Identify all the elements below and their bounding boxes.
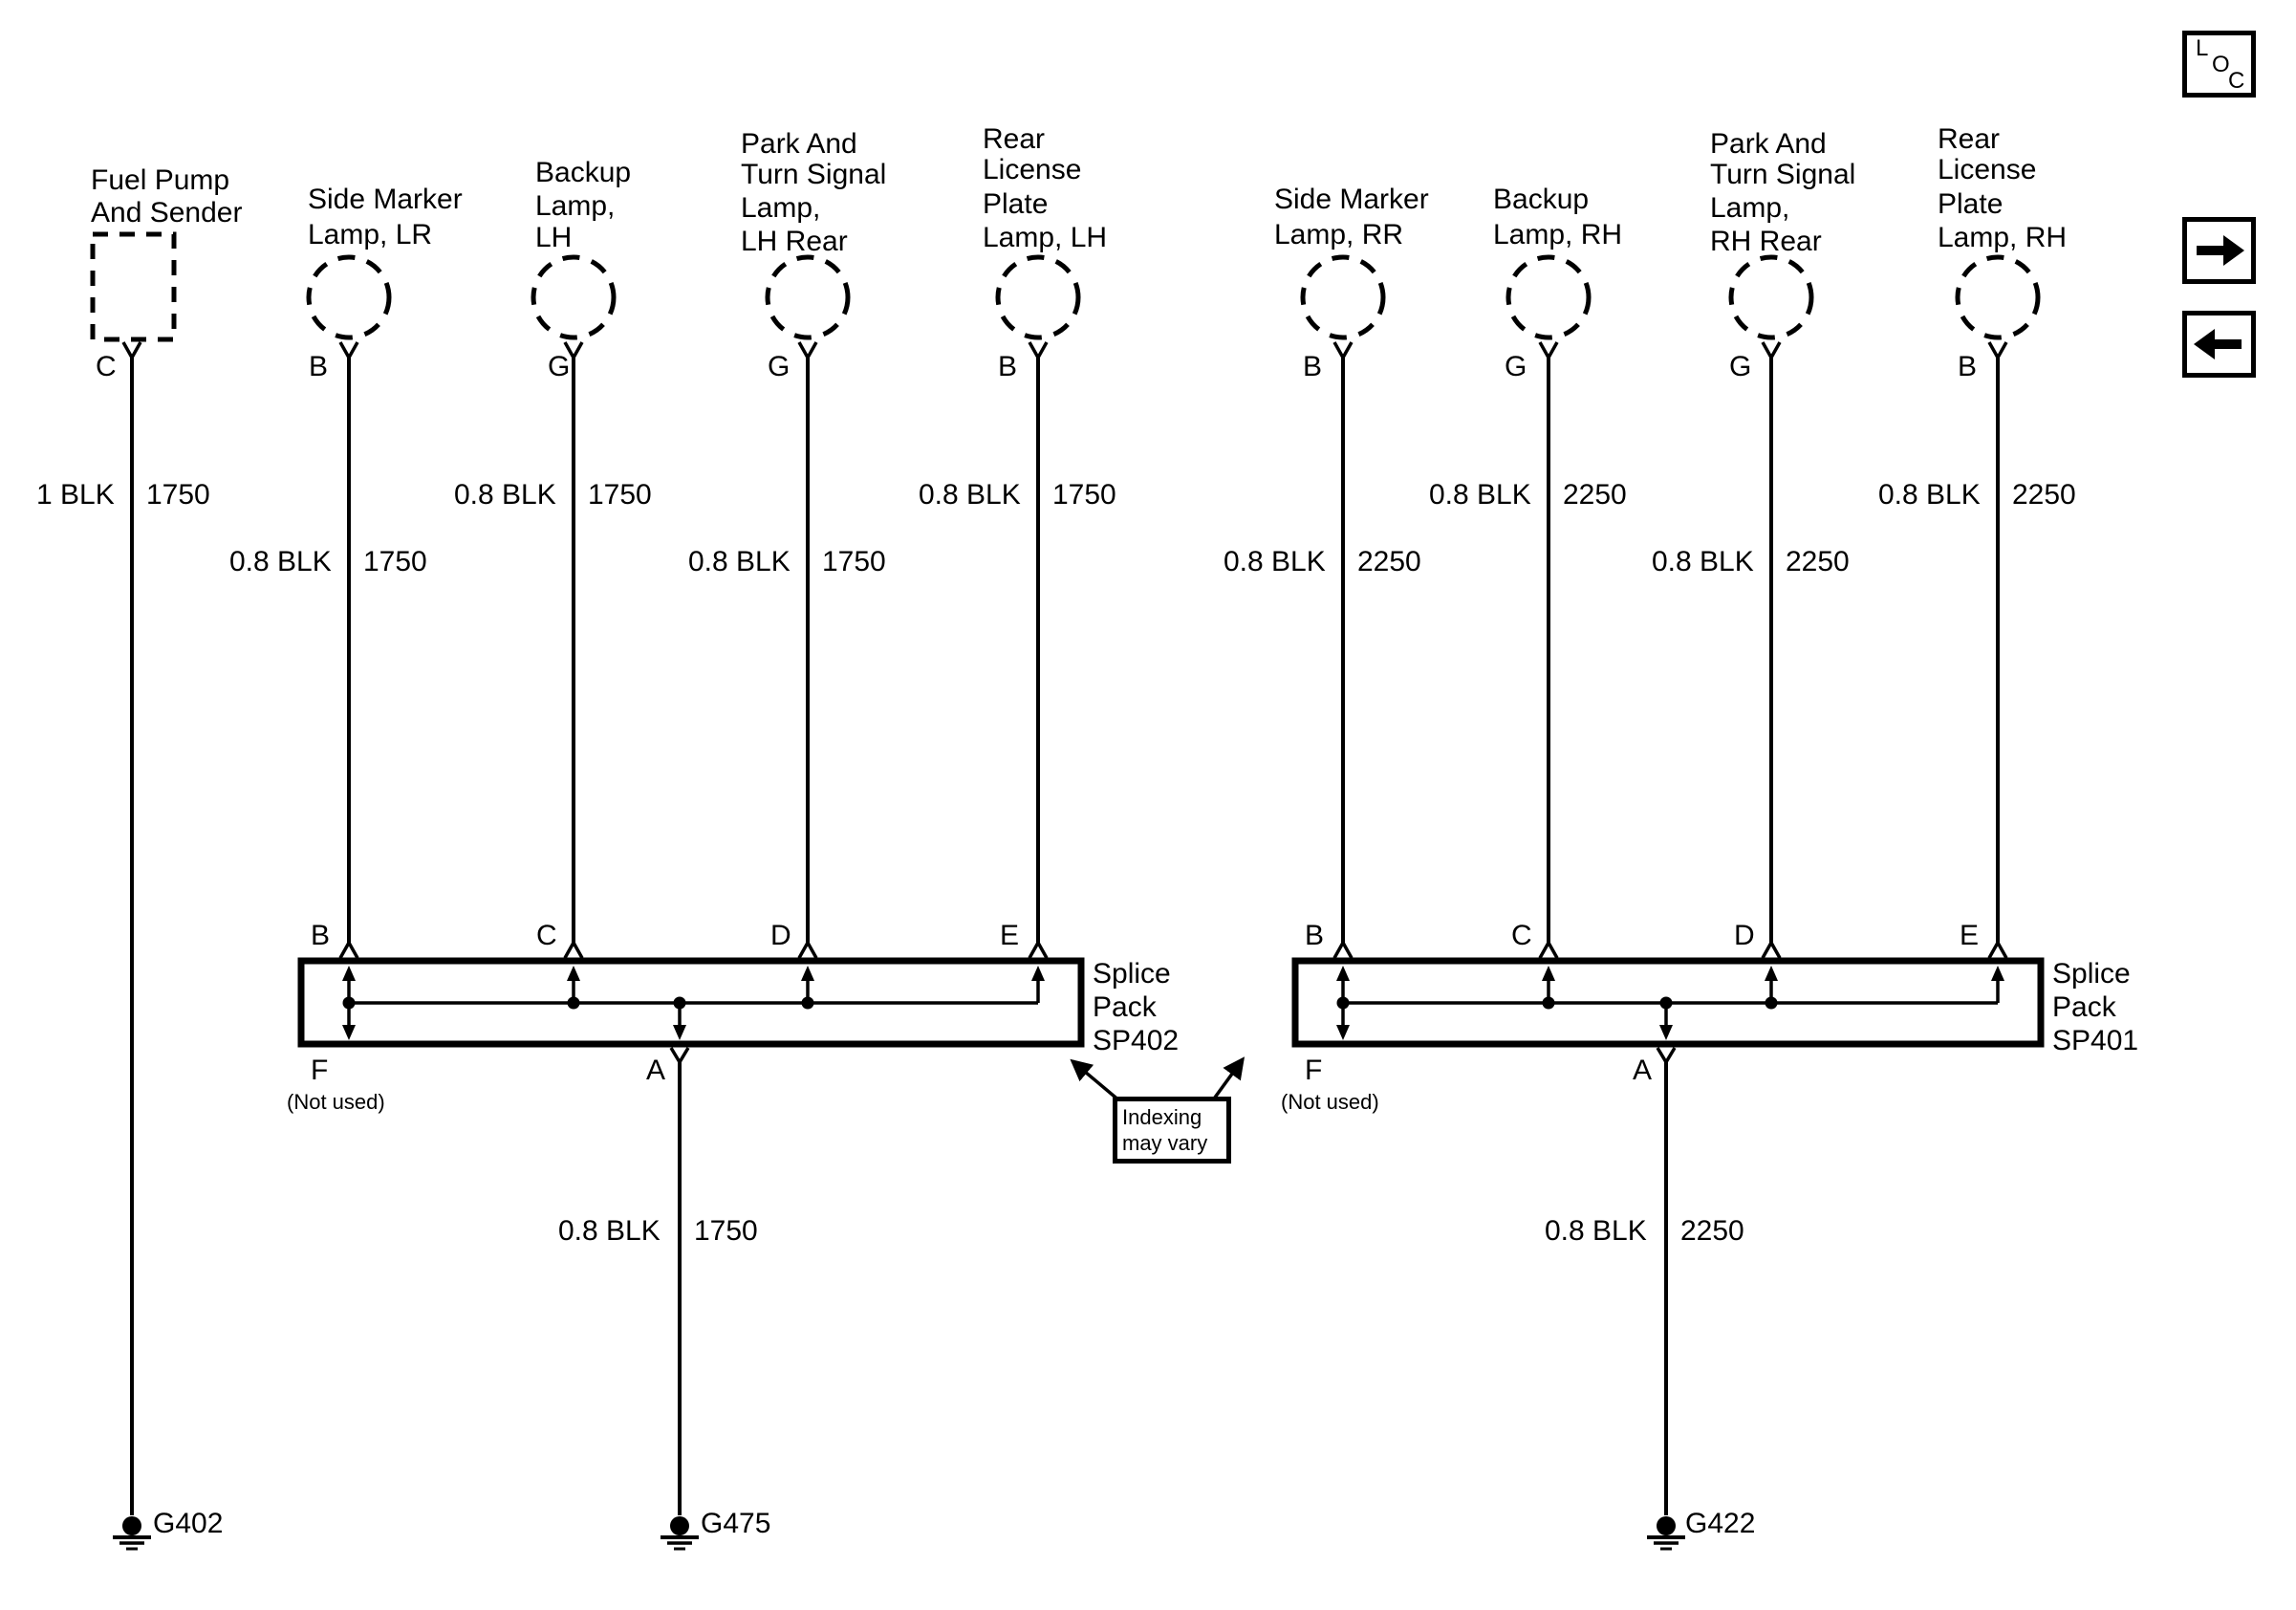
side-marker-rr-label: Lamp, RR <box>1274 219 1404 250</box>
backup-rh-lamp-symbol <box>1508 257 1589 337</box>
wire-label-gauge: 1 BLK <box>36 479 115 511</box>
backup-rh-pin: G <box>1505 351 1527 382</box>
ground-symbol-g475 <box>661 1516 699 1549</box>
sp401-pin-d: D <box>1734 920 1755 951</box>
ground-label-g422: G422 <box>1685 1508 1756 1539</box>
indexing-note-line: Indexing <box>1122 1105 1202 1129</box>
license-rh-label: License <box>1938 154 2037 185</box>
license-rh-lamp-symbol <box>1958 257 2038 337</box>
license-rh-label: Plate <box>1938 188 2004 220</box>
sp401-pin-a: A <box>1633 1055 1653 1086</box>
wire-label-circuit: 1750 <box>694 1215 758 1247</box>
fuel-pump-label: Fuel Pump <box>91 164 230 196</box>
park-turn-rh-label: Park And <box>1710 128 1827 160</box>
park-turn-lh-label: Park And <box>741 128 857 160</box>
sp401-pin-b: B <box>1305 920 1325 951</box>
sp401-pin-f-note: (Not used) <box>1281 1090 1379 1114</box>
park-turn-rh-label: RH Rear <box>1710 226 1822 257</box>
arrow-right-icon <box>2187 222 2251 279</box>
wire-label-circuit: 2250 <box>1680 1215 1744 1247</box>
sp401-pin-f: F <box>1305 1055 1323 1086</box>
loc-letter: L <box>2196 35 2209 61</box>
license-rh-label: Rear <box>1938 123 2001 155</box>
wire-label-gauge: 0.8 BLK <box>688 546 791 577</box>
indexing-note-box <box>1113 1097 1231 1164</box>
wire-label-circuit: 2250 <box>1786 546 1850 577</box>
backup-lh-label: Backup <box>535 157 632 188</box>
sp402-name: Splice <box>1093 958 1171 990</box>
wire-label-circuit: 1750 <box>146 479 210 511</box>
wire-label-gauge: 0.8 BLK <box>229 546 332 577</box>
next-page-button[interactable] <box>2182 217 2256 284</box>
ground-label-g475: G475 <box>701 1508 771 1539</box>
fuel-pump-label: And Sender <box>91 197 243 228</box>
wire-label-gauge: 0.8 BLK <box>1878 479 1981 511</box>
backup-lh-label: LH <box>535 222 573 253</box>
sp402-internal-bus <box>349 975 1038 1031</box>
ground-symbol-g422 <box>1647 1516 1685 1549</box>
connector-forks-top <box>123 342 2006 358</box>
sp401-name: Splice <box>2052 958 2131 990</box>
park-turn-lh-lamp-symbol <box>768 257 848 337</box>
license-lh-label: Lamp, LH <box>983 222 1108 253</box>
sp402-pin-f: F <box>311 1055 329 1086</box>
sp401-pin-c: C <box>1511 920 1532 951</box>
fuel-pump-pin: C <box>96 351 117 382</box>
license-rh-pin: B <box>1958 351 1978 382</box>
park-turn-rh-pin: G <box>1729 351 1752 382</box>
license-lh-pin: B <box>998 351 1018 382</box>
sp402-pin-f-note: (Not used) <box>287 1090 385 1114</box>
wire-label-circuit: 1750 <box>1052 479 1116 511</box>
loc-button[interactable] <box>2182 31 2256 98</box>
wire-label-circuit: 1750 <box>363 546 427 577</box>
wire-label-circuit: 1750 <box>588 479 652 511</box>
side-marker-lr-label: Side Marker <box>308 184 463 215</box>
indexing-note-line: may vary <box>1122 1131 1208 1155</box>
backup-lh-lamp-symbol <box>533 257 614 337</box>
wire-label-gauge: 0.8 BLK <box>1224 546 1326 577</box>
backup-lh-label: Lamp, <box>535 190 616 222</box>
wire-label-gauge: 0.8 BLK <box>1545 1215 1647 1247</box>
sp401-name: SP401 <box>2052 1025 2139 1056</box>
loc-letter: C <box>2228 68 2245 94</box>
license-lh-label: Plate <box>983 188 1049 220</box>
wire-label-circuit: 2250 <box>1563 479 1627 511</box>
sp402-pin-c: C <box>536 920 557 951</box>
sp402-pin-b: B <box>311 920 331 951</box>
park-turn-lh-pin: G <box>768 351 791 382</box>
side-marker-rr-pin: B <box>1303 351 1323 382</box>
side-marker-rr-label: Side Marker <box>1274 184 1429 215</box>
park-turn-rh-label: Lamp, <box>1710 192 1790 224</box>
loc-letter: O <box>2212 52 2230 77</box>
park-turn-rh-label: Turn Signal <box>1710 159 1856 190</box>
callout-arrows <box>1072 1059 1243 1101</box>
park-turn-rh-lamp-symbol <box>1731 257 1811 337</box>
sp401-name: Pack <box>2052 991 2116 1023</box>
arrow-left-icon <box>2187 315 2251 373</box>
wire-label-gauge: 0.8 BLK <box>1652 546 1754 577</box>
sp402-pin-e: E <box>1000 920 1020 951</box>
backup-rh-label: Backup <box>1493 184 1590 215</box>
wire-label-circuit: 2250 <box>2012 479 2076 511</box>
sp402-name: SP402 <box>1093 1025 1180 1056</box>
side-marker-lr-pin: B <box>309 351 329 382</box>
wire-label-gauge: 0.8 BLK <box>1429 479 1531 511</box>
backup-rh-label: Lamp, RH <box>1493 219 1623 250</box>
backup-lh-pin: G <box>548 351 571 382</box>
ground-label-g402: G402 <box>153 1508 224 1539</box>
previous-page-button[interactable] <box>2182 311 2256 378</box>
wire-label-gauge: 0.8 BLK <box>454 479 556 511</box>
sp401-pin-e: E <box>1960 920 1980 951</box>
sp402-pin-a: A <box>646 1055 666 1086</box>
fuel-pump-component-box <box>93 234 174 339</box>
side-marker-rr-lamp-symbol <box>1303 257 1383 337</box>
license-lh-label: License <box>983 154 1082 185</box>
splice-top-forks <box>340 943 2006 958</box>
side-marker-lr-lamp-symbol <box>309 257 389 337</box>
ground-symbol-g402 <box>113 1516 151 1549</box>
side-marker-lr-label: Lamp, LR <box>308 219 433 250</box>
park-turn-lh-label: Turn Signal <box>741 159 887 190</box>
license-lh-lamp-symbol <box>998 257 1078 337</box>
park-turn-lh-label: LH Rear <box>741 226 848 257</box>
wires-vertical <box>132 358 1998 1515</box>
wire-label-circuit: 1750 <box>822 546 886 577</box>
wire-label-gauge: 0.8 BLK <box>919 479 1021 511</box>
wire-label-circuit: 2250 <box>1357 546 1421 577</box>
sp402-pin-d: D <box>770 920 791 951</box>
wire-label-gauge: 0.8 BLK <box>558 1215 661 1247</box>
license-rh-label: Lamp, RH <box>1938 222 2068 253</box>
license-lh-label: Rear <box>983 123 1046 155</box>
park-turn-lh-label: Lamp, <box>741 192 821 224</box>
sp402-name: Pack <box>1093 991 1157 1023</box>
